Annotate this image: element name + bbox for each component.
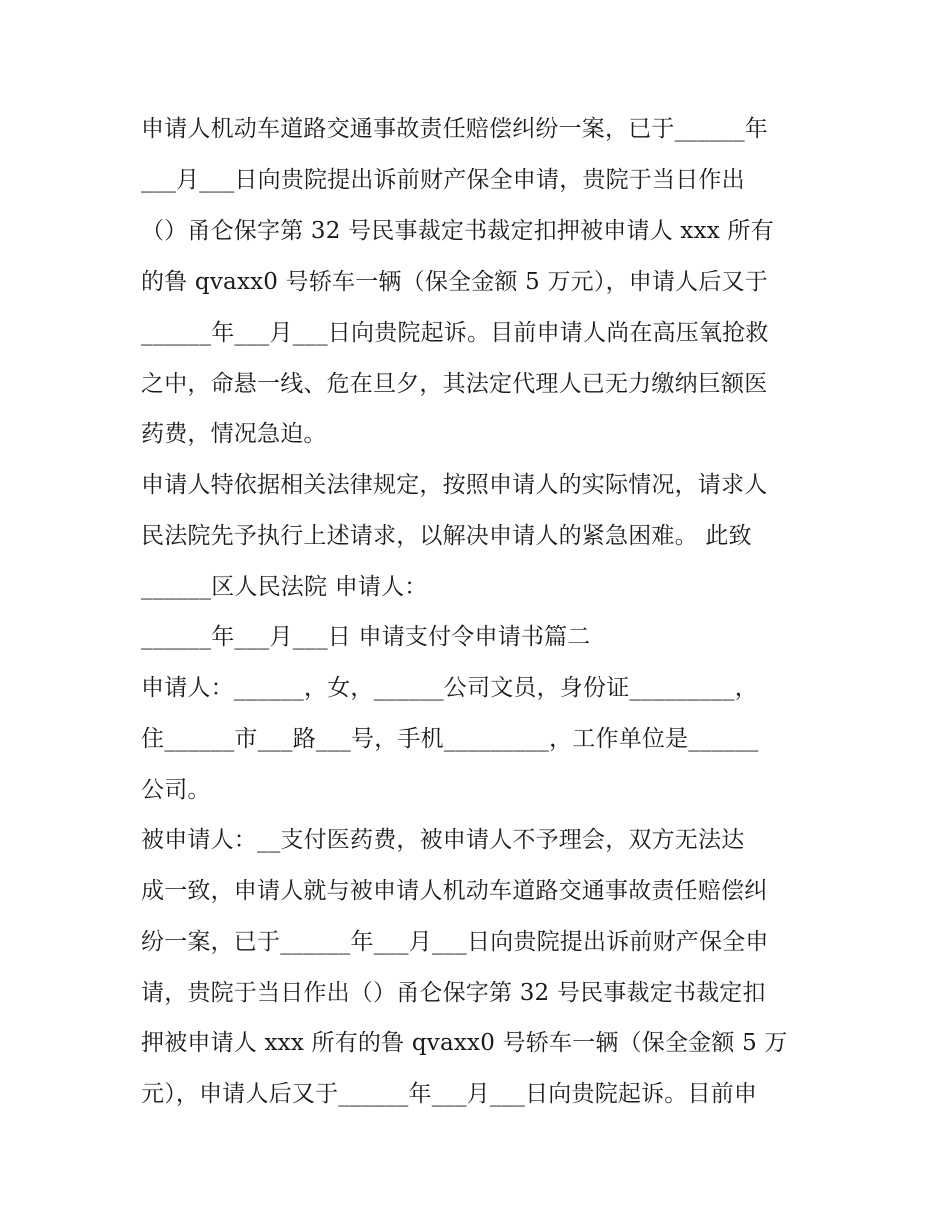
text-line-7: 药费，情况急迫。	[141, 421, 327, 447]
text-line-8: 申请人特依据相关法律规定，按照申请人的实际情况，请求人	[141, 472, 768, 498]
text-line-10: ______区人民法院 申请人：	[141, 574, 428, 600]
text-line-9: 民法院先予执行上述请求，以解决申请人的紧急困难。 此致	[141, 523, 752, 549]
text-line-11: ______年___月___日 申请支付令申请书篇二	[141, 624, 591, 650]
text-line-4: 的鲁 qvaxx0 号轿车一辆（保全金额 5 万元），申请人后又于	[141, 269, 768, 295]
text-line-12: 申请人：______，女，______公司文员，身份证_________，	[141, 675, 758, 701]
text-line-2: ___月___日向贵院提出诉前财产保全申请，贵院于当日作出	[141, 167, 745, 193]
text-line-3: （）甬仑保字第 32 号民事裁定书裁定扣押被申请人 xxx 所有	[141, 218, 774, 244]
text-line-5: ______年___月___日向贵院起诉。目前申请人尚在高压氧抢救	[141, 320, 769, 346]
text-line-15: 被申请人：__支付医药费，被申请人不予理会，双方无法达	[141, 827, 745, 853]
text-line-16: 成一致，申请人就与被申请人机动车道路交通事故责任赔偿纠	[141, 878, 768, 904]
text-line-1: 申请人机动车道路交通事故责任赔偿纠纷一案，已于______年	[141, 116, 768, 142]
text-line-13: 住______市___路___号，手机_________，工作单位是______	[141, 726, 759, 752]
text-line-6: 之中，命悬一线、危在旦夕，其法定代理人已无力缴纳巨额医	[141, 371, 768, 397]
text-line-17: 纷一案，已于______年___月___日向贵院提出诉前财产保全申	[141, 929, 769, 955]
text-line-18: 请，贵院于当日作出（）甬仑保字第 32 号民事裁定书裁定扣	[141, 980, 766, 1006]
text-line-20: 元），申请人后又于______年___月___日向贵院起诉。目前申	[141, 1081, 758, 1107]
text-line-14: 公司。	[141, 777, 211, 803]
text-line-19: 押被申请人 xxx 所有的鲁 qvaxx0 号轿车一辆（保全金额 5 万	[141, 1030, 788, 1056]
